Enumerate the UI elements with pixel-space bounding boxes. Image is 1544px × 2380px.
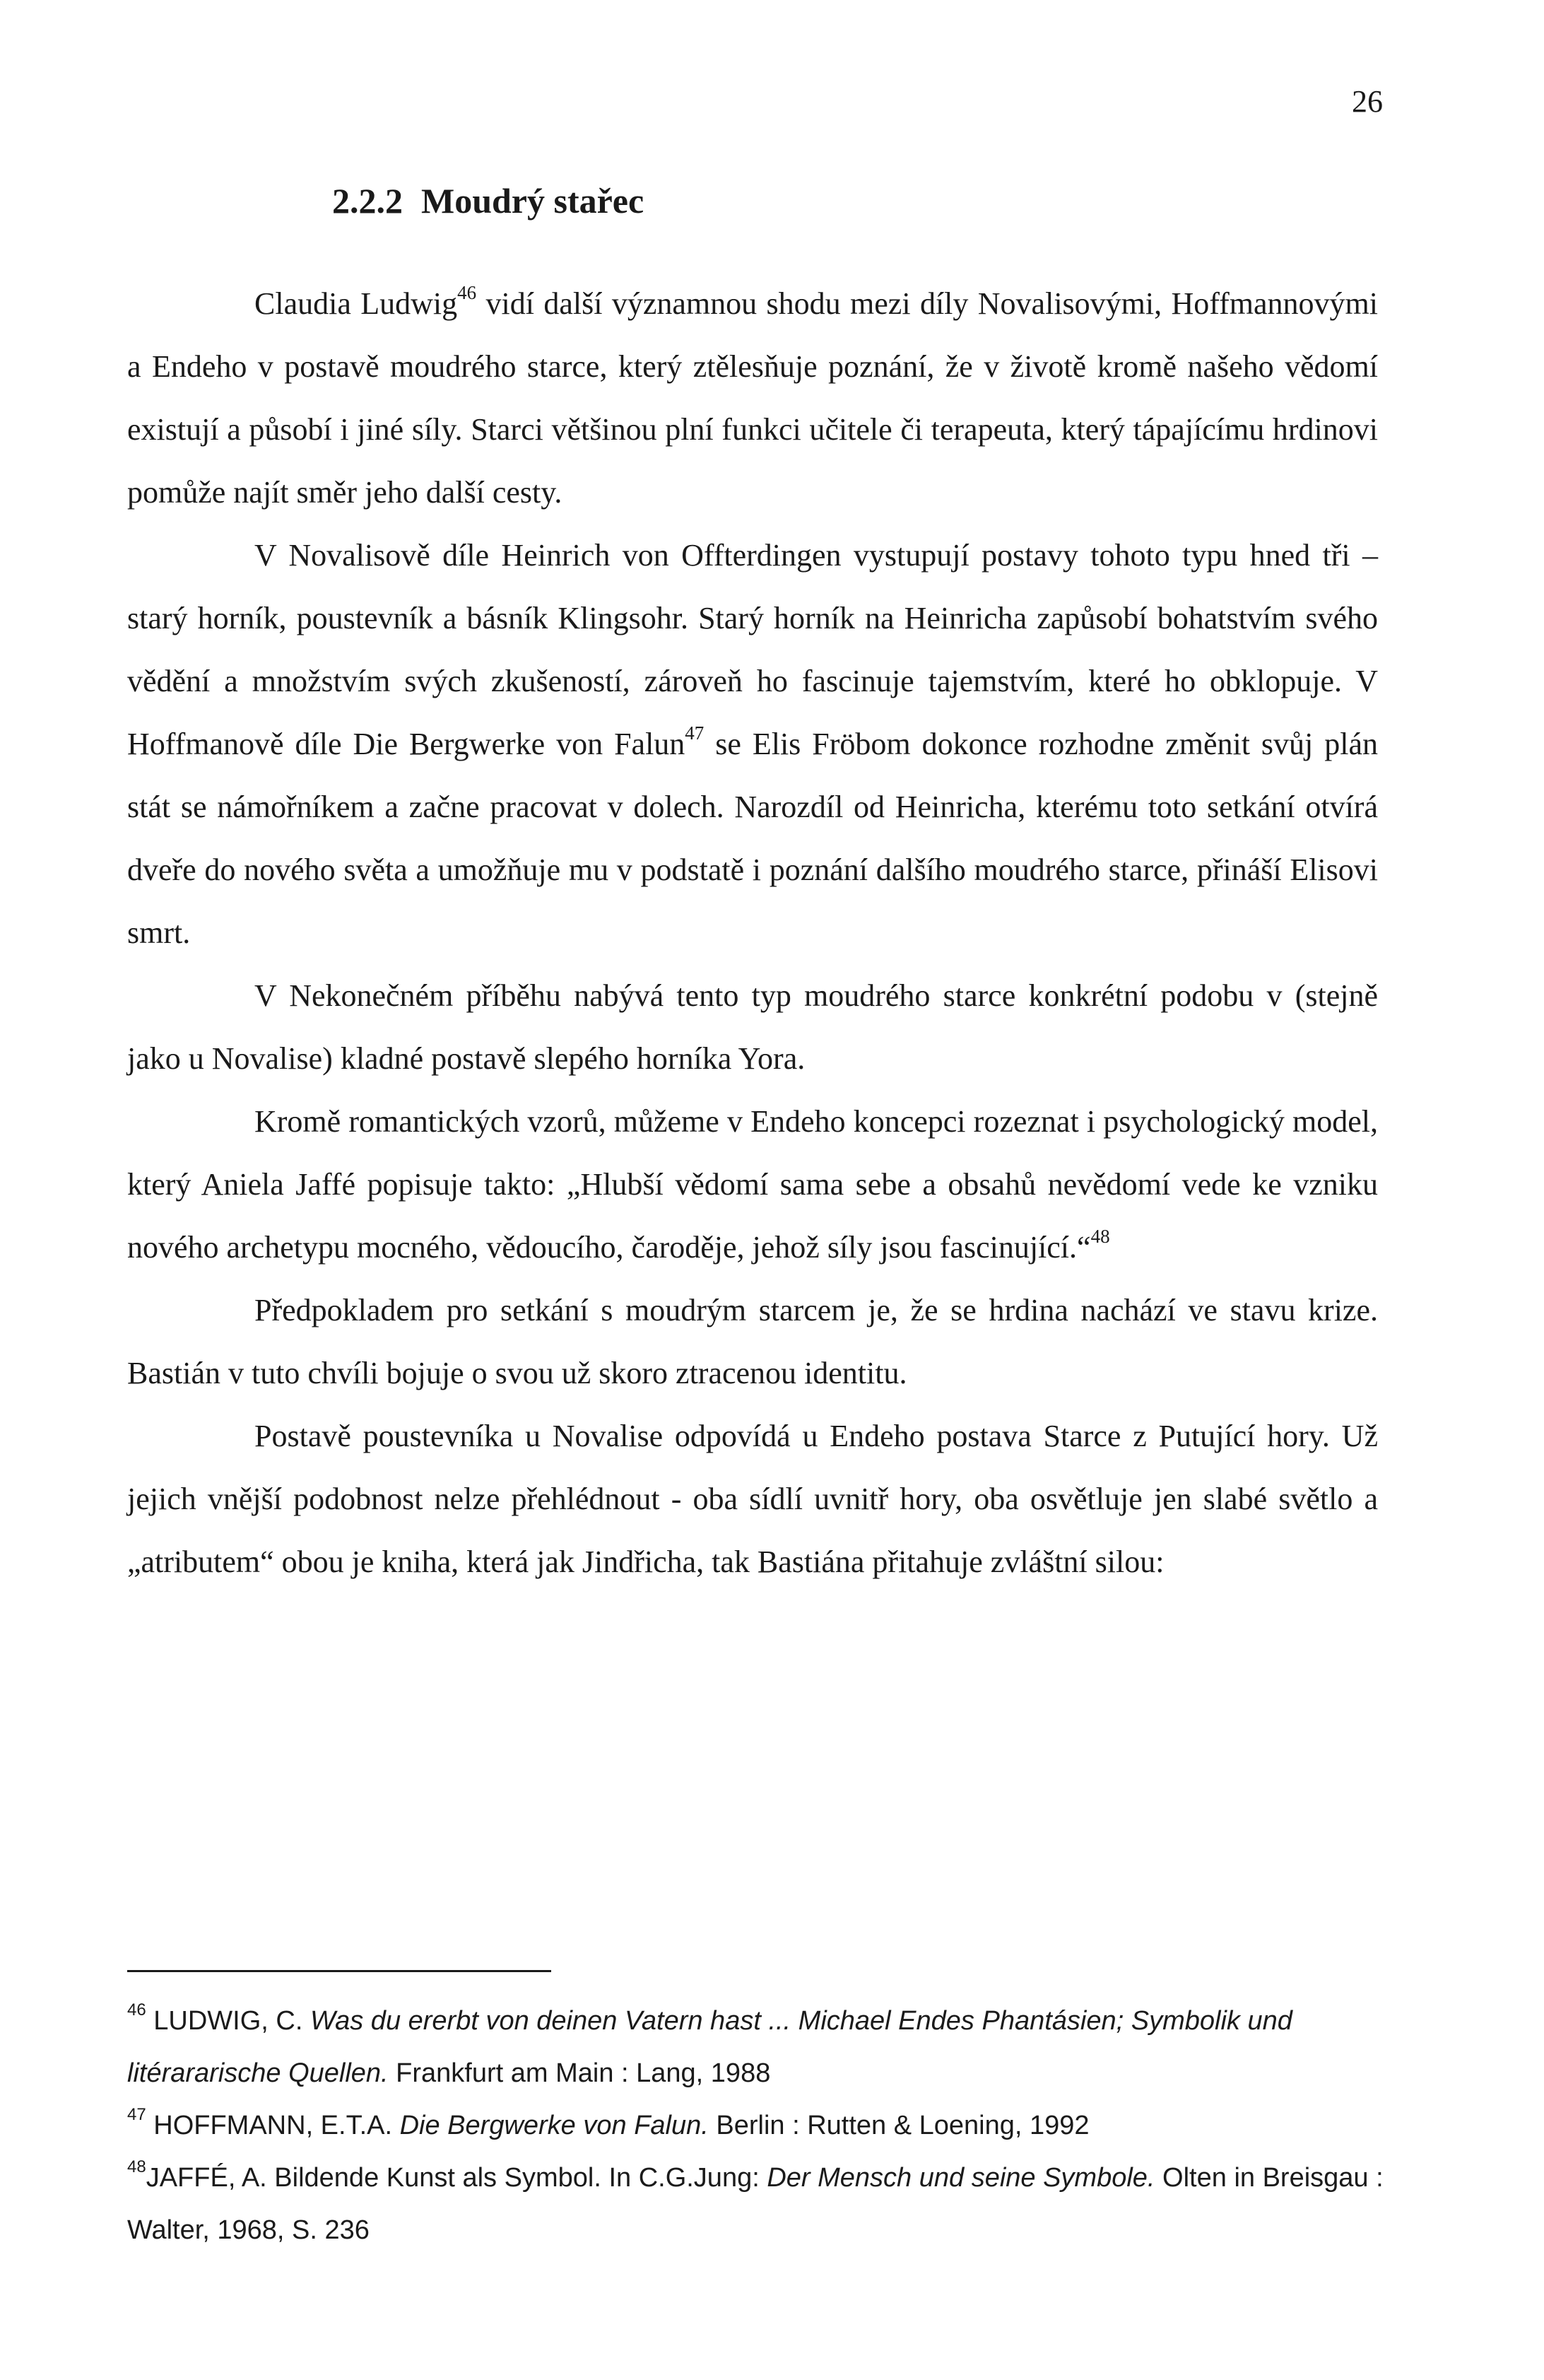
footnote-47 [127, 2099, 1399, 2152]
paragraph-2-text-a: V Novalisově díle Heinrich von Offterdingen vystupují postavy tohoto typu hned tři – starý horník, poustevník a básník Klingsohr. Starý horník na Heinricha zapůsobí bohatstvím svého vědění a množstvím svých zkušeností, zároveň ho fascinuje tajemstvím, které ho obklopuje. V Hoffmanově díle Die Bergwerke von Falun [127, 538, 1378, 761]
paragraph-2-text-b: se Elis Fröbom dokonce rozhodne změnit svůj plán stát se námořníkem a začne pracovat v dolech. Narozdíl od Heinricha, kterému toto setkání otvírá dveře do nového světa a umožňuje mu v podstatě i poznání dalšího moudrého starce, přináší Elisovi smrt. [127, 727, 1378, 950]
main-text [127, 180, 1378, 1593]
paragraph-4 [127, 1090, 1378, 1279]
paragraph-6: Postavě poustevníka u Novalise odpovídá u Endeho postava Starce z Putující hory. Už jejich vnější podobnost nelze přehlédnout - oba sídlí uvnitř hory, oba osvětluje jen slabé světlo a „atributem“ obou je kniha, která jak Jindřicha, tak Bastiána přitahuje zvláštní silou: [127, 1419, 1378, 1579]
footnote-number: 46 [127, 2000, 146, 2020]
footnote-publisher: Berlin : Rutten & Loening, 1992 [708, 2111, 1090, 2140]
footnote-number: 48 [127, 2157, 146, 2177]
section-heading [332, 180, 1378, 221]
paragraph-4-text: Kromě romantických vzorů, můžeme v Endeho koncepci rozeznat i psychologický model, který Aniela Jaffé popisuje takto: „Hlubší vědomí sama sebe a obsahů nevědomí vede ke vzniku nového archetypu mocného, vědoucího, čaroděje, jehož síly jsou fascinující.“ [127, 1104, 1378, 1265]
footnote-title: Was du ererbt von deinen Vatern hast ... Michael Endes Phantásien; Symbolik und litérararische Quellen. [127, 2006, 1292, 2088]
footnote-number: 47 [127, 2105, 146, 2125]
paragraph-1 [127, 272, 1378, 524]
footnote-author: HOFFMANN, E.T.A. [146, 2111, 400, 2140]
paragraph-1-text-a: Claudia Ludwig [254, 286, 458, 321]
page-number: 26 [1352, 84, 1383, 119]
footnote-ref-48: 48 [1090, 1226, 1110, 1248]
footnote-divider [127, 1970, 551, 1972]
footnote-title: Die Bergwerke von Falun. [399, 2111, 709, 2140]
paragraph-2 [127, 524, 1378, 964]
paragraph-5: Předpokladem pro setkání s moudrým starcem je, že se hrdina nachází ve stavu krize. Bastián v tuto chvíli bojuje o svou už skoro ztracenou identitu. [127, 1293, 1378, 1390]
footnote-publisher: Olten in Breisgau : Walter, 1968, S. 236 [127, 2163, 1384, 2245]
footnote-48 [127, 2152, 1399, 2256]
section-title: Moudrý stařec [421, 181, 644, 221]
footnote-46 [127, 1995, 1399, 2099]
footnote-author: LUDWIG, C. [146, 2006, 310, 2036]
footnote-ref-46: 46 [457, 282, 477, 304]
footnote-ref-47: 47 [685, 722, 705, 744]
footnote-title: Der Mensch und seine Symbole. [767, 2163, 1155, 2193]
footnotes [127, 1995, 1399, 2256]
paragraph-1-text-b: vidí další významnou shodu mezi díly Novalisovými, Hoffmannovými a Endeho v postavě moudrého starce, který ztělesňuje poznání, že v životě kromě našeho vědomí existují a působí i jiné síly. Starci většinou plní funkci učitele či terapeuta, který tápajícímu hrdinovi pomůže najít směr jeho další cesty. [127, 286, 1378, 510]
footnote-author: JAFFÉ, A. Bildende Kunst als Symbol. In C.G.Jung: [146, 2163, 767, 2193]
section-number: 2.2.2 [332, 181, 403, 221]
footnote-publisher: Frankfurt am Main : Lang, 1988 [388, 2058, 771, 2088]
paragraph-3: V Nekonečném příběhu nabývá tento typ moudrého starce konkrétní podobu v (stejně jako u Novalise) kladné postavě slepého horníka Yora. [127, 978, 1378, 1076]
